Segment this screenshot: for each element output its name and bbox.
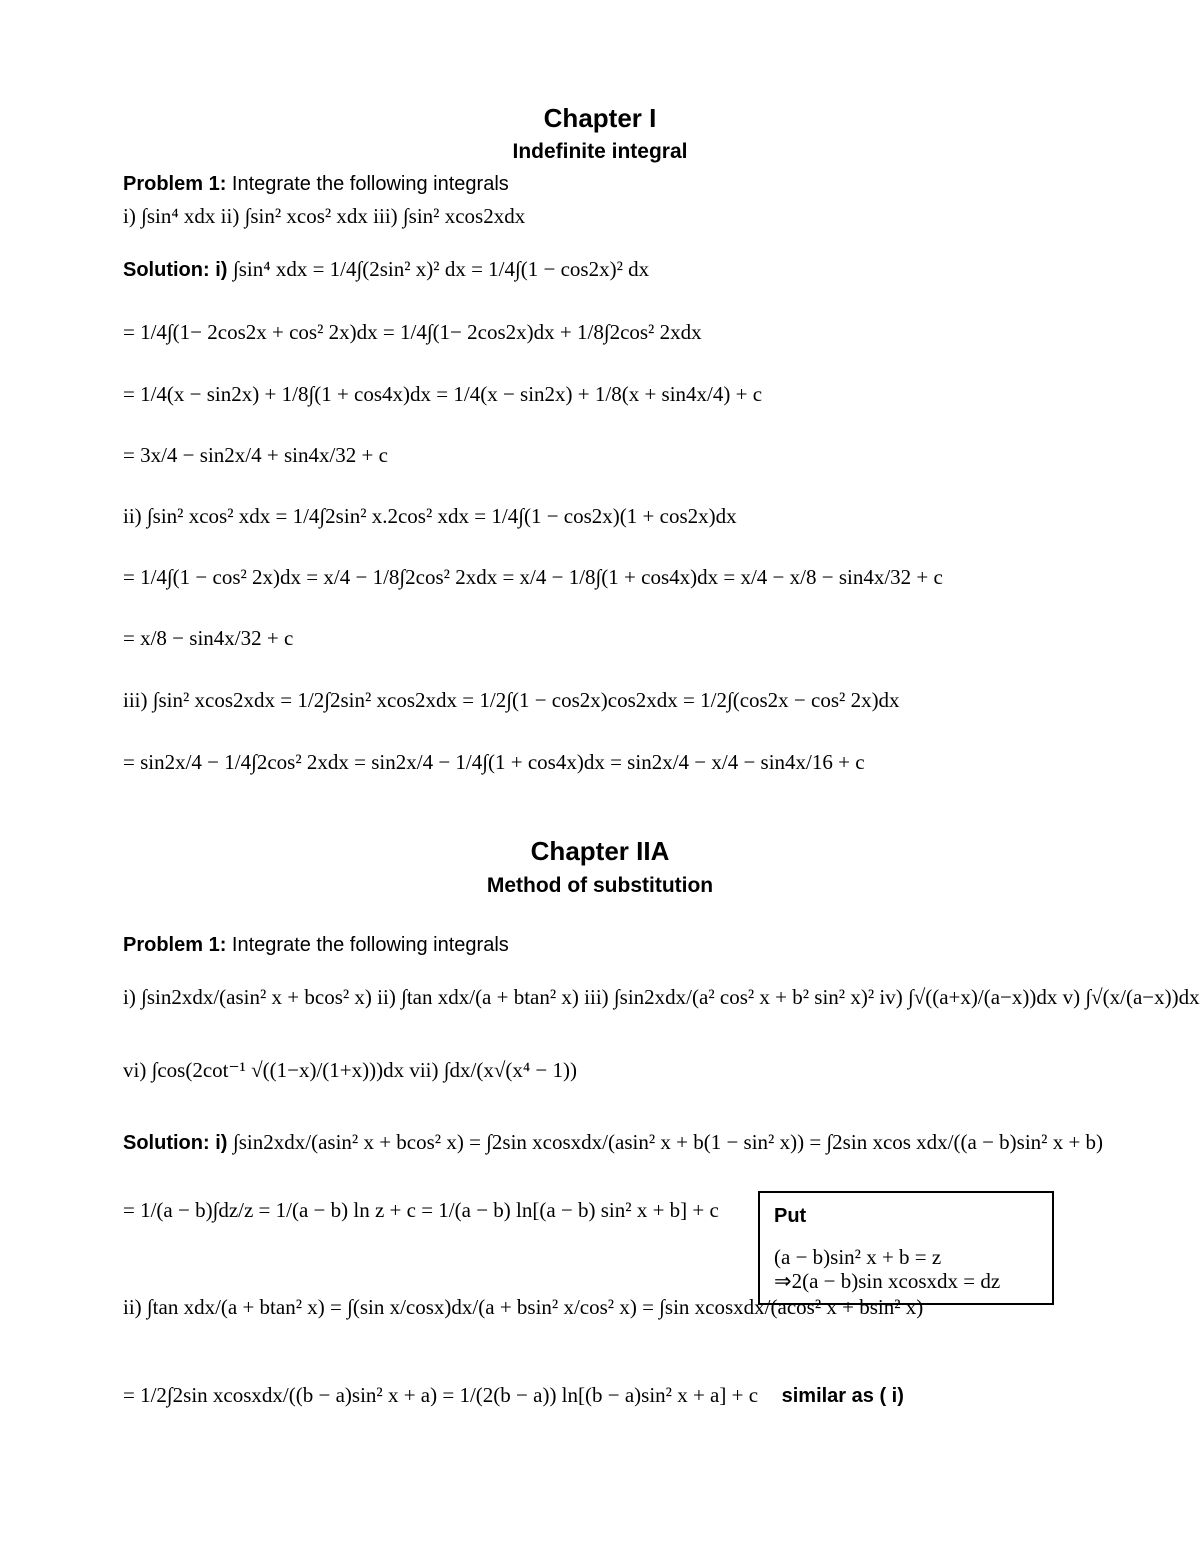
equation: = 1/2∫2sin xcosxdx/((b − a)sin² x + a) = 1/(2(b − a)) ln[(b − a)sin² x + a] + c xyxy=(123,1383,759,1407)
problem-text: Integrate the following integrals xyxy=(231,934,509,956)
chapter-subtitle: Method of substitution xyxy=(486,874,714,897)
box-title: Put xyxy=(774,1205,807,1227)
problem-parts-1: i) ∫sin2xdx/(asin² x + bcos² x) ii) ∫tan xdx/(a + btan² x) iii) ∫sin2xdx/(a² cos² x + b² sin² x)² iv) ∫√((a+x)/(a−x))dx v) ∫√(x/(a−x))dx xyxy=(123,985,1200,1009)
solution-line-6: = 1/4∫(1 − cos² 2x)dx = x/4 − 1/8∫2cos² 2xdx = x/4 − 1/8∫(1 + cos4x)dx = x/4 − x/8 − sin4x/32 + c xyxy=(123,565,943,589)
solution-line-9: = sin2x/4 − 1/4∫2cos² 2xdx = sin2x/4 − 1/4∫(1 + cos4x)dx = sin2x/4 − x/4 − sin4x/16 + c xyxy=(123,750,865,774)
problem-text: Integrate the following integrals xyxy=(231,173,509,195)
solution-line-3: ii) ∫tan xdx/(a + btan² x) = ∫(sin x/cosx)dx/(a + bsin² x/cos² x) = ∫sin xcosxdx/(acos² x + bsin² x) xyxy=(123,1295,924,1319)
similar-note: similar as ( i) xyxy=(781,1385,904,1407)
problem-heading xyxy=(123,173,509,196)
equation: ∫sin⁴ xdx = 1/4∫(2sin² x)² dx = 1/4∫(1 − cos2x)² dx xyxy=(232,257,650,281)
chapter-title: Chapter IIA xyxy=(530,836,670,866)
chapter-title: Chapter I xyxy=(543,103,657,133)
problem-parts-2: vi) ∫cos(2cot⁻¹ √((1−x)/(1+x)))dx vii) ∫dx/(x√(x⁴ − 1)) xyxy=(123,1058,578,1082)
box-line-1: (a − b)sin² x + b = z xyxy=(774,1245,942,1269)
problem-heading xyxy=(123,934,509,957)
solution-line-3: = 1/4(x − sin2x) + 1/8∫(1 + cos4x)dx = 1/4(x − sin2x) + 1/8(x + sin4x/4) + c xyxy=(123,382,763,406)
solution-line-1 xyxy=(123,257,649,282)
substitution-box xyxy=(758,1191,1054,1305)
solution-line-1 xyxy=(123,1130,1103,1155)
solution-line-4: = 3x/4 − sin2x/4 + sin4x/32 + c xyxy=(123,443,388,467)
solution-line-2: = 1/(a − b)∫dz/z = 1/(a − b) ln z + c = 1/(a − b) ln[(a − b) sin² x + b] + c xyxy=(123,1198,719,1222)
solution-line-5: ii) ∫sin² xcos² xdx = 1/4∫2sin² x.2cos² xdx = 1/4∫(1 − cos2x)(1 + cos2x)dx xyxy=(123,504,737,528)
solution-label: Solution: i) xyxy=(123,259,228,281)
solution-line-2: = 1/4∫(1− 2cos2x + cos² 2x)dx = 1/4∫(1− 2cos2x)dx + 1/8∫2cos² 2xdx xyxy=(123,320,702,344)
solution-line-4 xyxy=(123,1383,904,1408)
box-line-2: ⇒2(a − b)sin xcosxdx = dz xyxy=(774,1269,1001,1293)
chapter-subtitle: Indefinite integral xyxy=(512,140,688,163)
problem-label: Problem 1: xyxy=(123,173,227,195)
problem-parts: i) ∫sin⁴ xdx ii) ∫sin² xcos² xdx iii) ∫sin² xcos2xdx xyxy=(123,204,526,228)
solution-line-8: iii) ∫sin² xcos2xdx = 1/2∫2sin² xcos2xdx = 1/2∫(1 − cos2x)cos2xdx = 1/2∫(cos2x − cos² 2x)dx xyxy=(123,688,900,712)
problem-label: Problem 1: xyxy=(123,934,227,956)
solution-label: Solution: i) xyxy=(123,1132,228,1154)
solution-line-7: = x/8 − sin4x/32 + c xyxy=(123,626,294,650)
equation: ∫sin2xdx/(asin² x + bcos² x) = ∫2sin xcosxdx/(asin² x + b(1 − sin² x)) = ∫2sin xcos xdx/((a − b)sin² x + b) xyxy=(232,1130,1104,1154)
